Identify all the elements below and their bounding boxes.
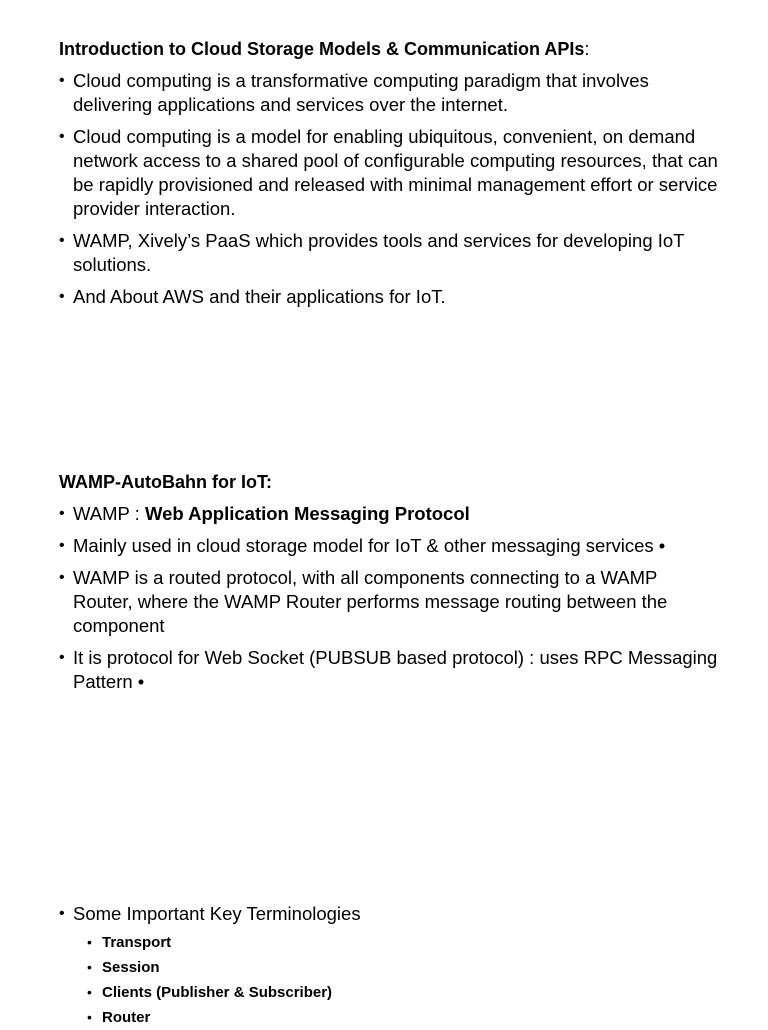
bullet-text: Cloud computing is a transformative computing paradigm that involves delivering applications and services over the internet. xyxy=(73,70,649,115)
bullet-text: And About AWS and their applications for IoT. xyxy=(73,286,446,307)
list-item xyxy=(59,285,719,309)
bullet-icon: • xyxy=(87,934,92,950)
list-item xyxy=(87,1005,332,1030)
intro-heading-text: Introduction to Cloud Storage Models & Communication APIs xyxy=(59,39,585,59)
bullet-icon: • xyxy=(59,905,65,922)
term-label: Transport xyxy=(102,934,172,951)
term-label: Router xyxy=(102,1009,151,1026)
bullet-text: It is protocol for Web Socket (PUBSUB based protocol) : uses RPC Messaging Pattern • xyxy=(73,647,718,692)
wamp-heading: WAMP-AutoBahn for IoT: xyxy=(59,472,272,492)
term-label: Clients (Publisher & Subscriber) xyxy=(102,984,333,1001)
bullet-text xyxy=(73,502,719,526)
intro-heading xyxy=(59,37,589,61)
list-item xyxy=(87,980,332,1005)
wamp-expansion: Web Application Messaging Protocol xyxy=(144,503,470,524)
bullet-icon: • xyxy=(59,505,65,522)
terms-heading: Some Important Key Terminologies xyxy=(73,903,361,924)
list-item xyxy=(59,502,719,526)
bullet-icon: • xyxy=(59,569,65,586)
list-item xyxy=(59,229,719,277)
wamp-prefix: WAMP : xyxy=(73,503,145,524)
list-item xyxy=(87,955,332,980)
terms-list xyxy=(59,902,361,926)
list-item xyxy=(87,930,332,955)
terms-sub-list xyxy=(87,930,332,1030)
bullet-icon: • xyxy=(87,984,92,1000)
intro-bullet-list xyxy=(59,69,719,317)
bullet-icon: • xyxy=(59,649,65,666)
bullet-icon: • xyxy=(59,128,65,145)
bullet-text: Mainly used in cloud storage model for IoT & other messaging services • xyxy=(73,535,666,556)
bullet-icon: • xyxy=(59,288,65,305)
list-item xyxy=(59,566,719,638)
bullet-icon: • xyxy=(59,537,65,554)
bullet-icon: • xyxy=(59,232,65,249)
bullet-icon: • xyxy=(59,72,65,89)
intro-heading-colon: : xyxy=(584,39,590,59)
bullet-text: WAMP is a routed protocol, with all components connecting to a WAMP Router, where the WAMP Router performs message routing between the component xyxy=(73,567,668,636)
bullet-text: WAMP, Xively’s PaaS which provides tools and services for developing IoT solutions. xyxy=(73,230,685,275)
term-label: Session xyxy=(102,959,160,976)
list-item xyxy=(59,69,719,117)
list-item xyxy=(59,125,719,221)
bullet-text: Cloud computing is a model for enabling ubiquitous, convenient, on demand network access to a shared pool of configurable computing resources, that can be rapidly provisioned and released with minimal management effort or service provider interaction. xyxy=(73,126,718,219)
bullet-icon: • xyxy=(87,1009,92,1025)
list-item xyxy=(59,534,719,558)
wamp-bullet-list xyxy=(59,502,719,702)
list-item xyxy=(59,902,361,926)
bullet-icon: • xyxy=(87,959,92,975)
list-item xyxy=(59,646,719,694)
